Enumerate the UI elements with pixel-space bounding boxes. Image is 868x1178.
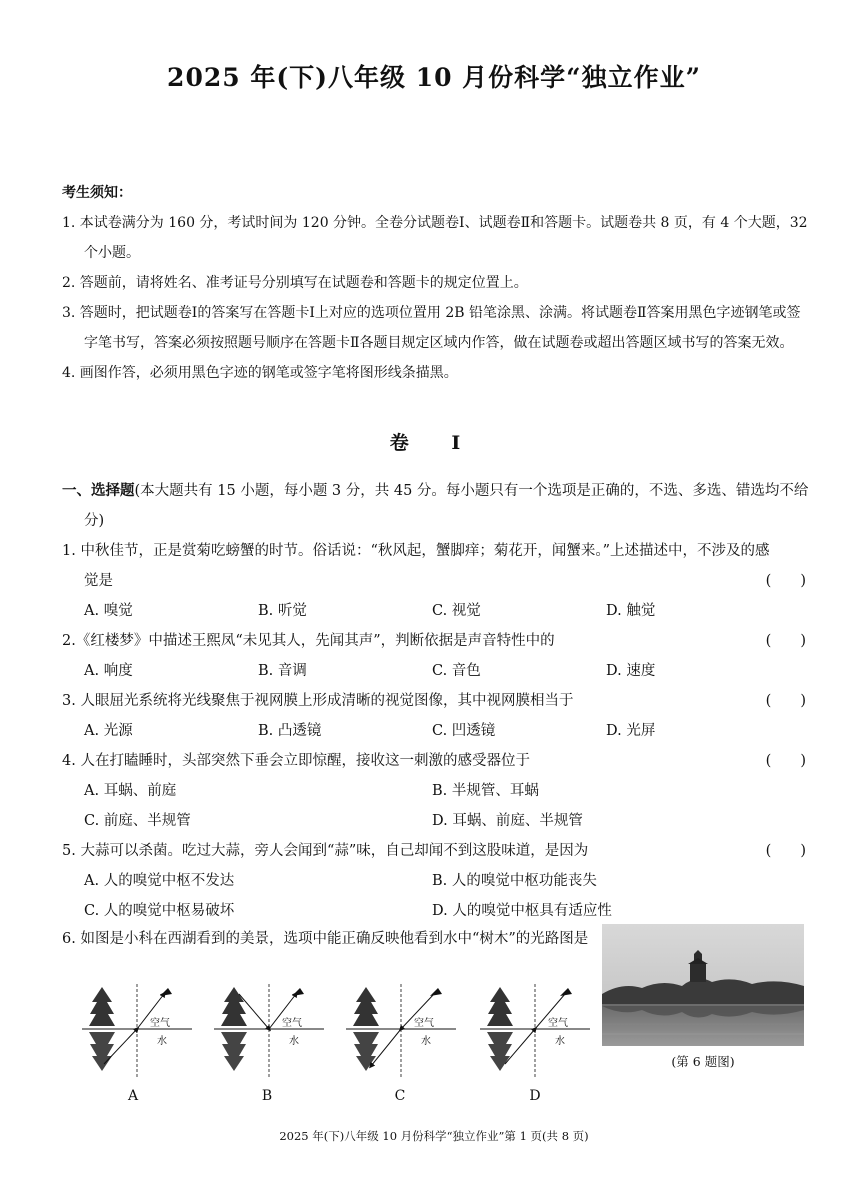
- options-row: [62, 866, 810, 896]
- question-stem: 2.《红楼梦》中描述王熙凤“未见其人，先闻其声”，判断依据是声音特性中的: [62, 633, 555, 649]
- answer-paren: ( ): [765, 573, 806, 589]
- note-item: 2. 答题前，请将姓名、准考证号分别填写在试题卷和答题卡的规定位置上。: [62, 275, 528, 291]
- question-4: [62, 746, 810, 776]
- option-b: B. 半规管、耳蜗: [432, 783, 539, 799]
- diagram-b: [214, 984, 324, 1079]
- note-item: 4. 画图作答，必须用黑色字迹的钢笔或签字笔将图形线条描黑。: [62, 365, 458, 381]
- notes-heading: 考生须知：: [62, 185, 132, 201]
- option-a: A. 光源: [84, 723, 133, 739]
- water-label: 水: [421, 1036, 431, 1047]
- options-row: [62, 806, 810, 836]
- option-b: B. 听觉: [258, 603, 307, 619]
- diagram-d: [480, 984, 590, 1079]
- option-a: A. 耳蜗、前庭: [84, 783, 177, 799]
- question-stem: 1. 中秋佳节，正是赏菊吃螃蟹的时节。俗话说：“秋风起，蟹脚痒；菊花开，闻蟹来。”上述描述中，不涉及的感觉是: [62, 543, 770, 589]
- option-d: D. 耳蜗、前庭、半规管: [432, 813, 583, 829]
- answer-paren: ( ): [765, 633, 806, 649]
- water-label: 水: [157, 1036, 167, 1047]
- part-description: (本大题共有 15 小题，每小题 3 分，共 45 分。每小题只有一个选项是正确的，不选、多选、错选均不给分): [84, 483, 809, 529]
- question-stem: 5. 大蒜可以杀菌。吃过大蒜，旁人会闻到“蒜”味，自己却闻不到这股味道，是因为: [62, 843, 589, 859]
- air-label: 空气: [282, 1018, 302, 1029]
- option-c: C. 音色: [432, 663, 481, 679]
- air-label: 空气: [414, 1018, 434, 1029]
- options-row: [62, 896, 810, 926]
- option-d: D. 人的嗅觉中枢具有适应性: [432, 903, 612, 919]
- option-d: D. 触觉: [606, 603, 656, 619]
- figure-caption: (第 6 题图): [671, 1054, 735, 1069]
- note-item: 3. 答题时，把试题卷Ⅰ的答案写在答题卡Ⅰ上对应的选项位置用 2B 铅笔涂黑、涂满。将试题卷Ⅱ答案用黑色字迹钢笔或签字笔书写，答案必须按照题号顺序在答题卡Ⅱ各题目规定区域内作答，做在试题卷或超出答题区域书写的答案无效。: [62, 305, 801, 351]
- option-c: C. 凹透镜: [432, 723, 496, 739]
- question-3: [62, 686, 810, 716]
- water-label: 水: [555, 1036, 565, 1047]
- option-c: C. 前庭、半规管: [84, 813, 191, 829]
- option-label-a: A: [127, 1088, 139, 1104]
- exam-notes: [62, 178, 810, 388]
- option-b: B. 音调: [258, 663, 307, 679]
- questions-area: [62, 476, 810, 926]
- part-label: 一、选择题: [62, 482, 135, 499]
- option-c: C. 视觉: [432, 603, 481, 619]
- west-lake-photo: [602, 924, 804, 1046]
- answer-paren: ( ): [765, 753, 806, 769]
- page-footer: 2025 年(下)八年级 10 月份科学“独立作业”第 1 页(共 8 页): [279, 1129, 589, 1143]
- option-a: A. 嗅觉: [84, 603, 133, 619]
- air-label: 空气: [150, 1018, 170, 1029]
- option-c: C. 人的嗅觉中枢易破坏: [84, 903, 235, 919]
- options-row: [62, 776, 810, 806]
- part-heading: [62, 476, 810, 536]
- option-a: A. 人的嗅觉中枢不发达: [84, 873, 235, 889]
- question-1: [62, 536, 810, 596]
- air-label: 空气: [548, 1018, 568, 1029]
- answer-paren: ( ): [765, 693, 806, 709]
- diagram-c: [346, 984, 456, 1079]
- option-a: A. 响度: [84, 663, 133, 679]
- water-label: 水: [289, 1036, 299, 1047]
- question-6: [62, 924, 654, 954]
- options-row: [62, 596, 810, 626]
- note-item: 1. 本试卷满分为 160 分，考试时间为 120 分钟。全卷分试题卷Ⅰ、试题卷Ⅱ和答题卡。试题卷共 8 页，有 4 个大题，32 个小题。: [62, 215, 808, 261]
- question-5: [62, 836, 810, 866]
- option-label-b: B: [261, 1088, 273, 1104]
- option-label-d: D: [529, 1088, 541, 1104]
- option-b: B. 凸透镜: [258, 723, 322, 739]
- section-title: 卷 Ⅰ: [389, 432, 479, 454]
- option-d: D. 光屏: [606, 723, 656, 739]
- question-stem: 3. 人眼屈光系统将光线聚焦于视网膜上形成清晰的视觉图像，其中视网膜相当于: [62, 693, 574, 709]
- question-stem: 6. 如图是小科在西湖看到的美景，选项中能正确反映他看到水中“树木”的光路图是: [62, 931, 589, 947]
- option-b: B. 人的嗅觉中枢功能丧失: [432, 873, 597, 889]
- option-label-c: C: [394, 1088, 406, 1104]
- question-2: [62, 626, 810, 656]
- question-stem: 4. 人在打瞌睡时，头部突然下垂会立即惊醒，接收这一刺激的感受器位于: [62, 753, 530, 769]
- answer-paren: ( ): [765, 843, 806, 859]
- options-row: [62, 656, 810, 686]
- option-d: D. 速度: [606, 663, 656, 679]
- diagram-a: [82, 984, 192, 1079]
- page-title: 2025 年(下)八年级 10 月份科学“独立作业”: [167, 63, 701, 92]
- options-row: [62, 716, 810, 746]
